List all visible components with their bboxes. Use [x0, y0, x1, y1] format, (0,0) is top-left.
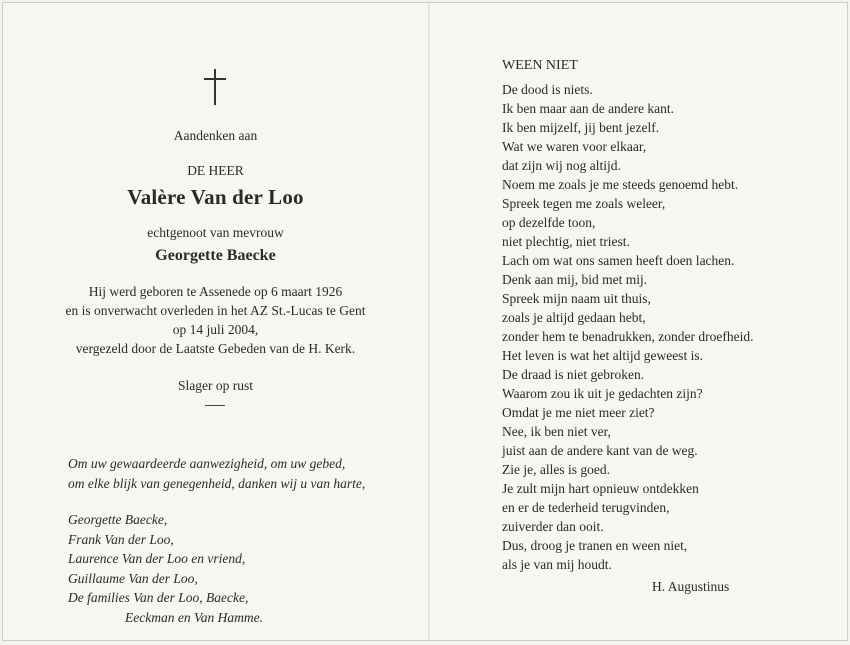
poem-line: zuiverder dan ooit.	[502, 519, 604, 534]
poem-author: H. Augustinus	[652, 579, 730, 594]
memorial-card	[2, 2, 848, 641]
thanks-text	[68, 454, 365, 493]
remembrance-label: Aandenken aan	[173, 128, 258, 143]
poem-line: en er de tederheid terugvinden,	[502, 500, 670, 515]
poem-line: niet plechtig, niet triest.	[502, 234, 630, 249]
poem-line: Je zult mijn hart opnieuw ontdekken	[502, 481, 699, 496]
right-panel	[430, 3, 849, 640]
poem-line: Wat we waren voor elkaar,	[502, 139, 647, 154]
family-line: De families Van der Loo, Baecke,	[68, 590, 249, 605]
poem-line: Spreek mijn naam uit thuis,	[502, 291, 651, 306]
poem-line: op dezelfde toon,	[502, 215, 596, 230]
poem-line: Spreek tegen me zoals weleer,	[502, 196, 666, 211]
family-line: Georgette Baecke,	[68, 512, 168, 527]
bio-line: Hij werd geboren te Assenede op 6 maart 1926	[88, 284, 343, 299]
poem-line: Ik ben maar aan de andere kant.	[502, 101, 675, 116]
poem-line: Dus, droog je tranen en ween niet,	[502, 538, 688, 553]
poem-line: Waarom zou ik uit je gedachten zijn?	[502, 386, 703, 401]
poem-line: De draad is niet gebroken.	[502, 367, 645, 382]
thanks-line: Om uw gewaardeerde aanwezigheid, om uw gebed,	[68, 456, 346, 471]
poem-line: Lach om wat ons samen heeft doen lachen.	[502, 253, 735, 268]
poem-line: Noem me zoals je me steeds genoemd hebt.	[502, 177, 739, 192]
family-line: Laurence Van der Loo en vriend,	[68, 551, 246, 566]
cross-icon	[204, 69, 226, 105]
poem-line: De dood is niets.	[502, 82, 593, 97]
family-line: Guillaume Van der Loo,	[68, 570, 198, 586]
left-panel	[3, 3, 428, 640]
bio-line: vergezeld door de Laatste Gebeden van de H. Kerk.	[75, 341, 356, 356]
family-line: Eeckman en Van Hamme.	[125, 609, 263, 625]
family-line: Frank Van der Loo,	[68, 531, 174, 547]
bio-line: en is onverwacht overleden in het AZ St.-Lucas te Gent	[65, 303, 366, 318]
biography	[3, 282, 428, 358]
poem-line: Nee, ik ben niet ver,	[502, 424, 611, 439]
thanks-line: om elke blijk van genegenheid, danken wij u van harte,	[68, 475, 366, 491]
poem-line: Omdat je me niet meer ziet?	[502, 405, 655, 420]
spouse-name: Georgette Baecke	[155, 247, 276, 264]
occupation: Slager op rust	[178, 378, 253, 393]
poem	[502, 80, 754, 574]
poem-line: juist aan de andere kant van de weg.	[502, 443, 698, 458]
poem-line: zonder hem te benadrukken, zonder droefheid.	[502, 329, 754, 344]
spouse-intro: echtgenoot van mevrouw	[147, 225, 284, 240]
deceased-name: Valère Van der Loo	[127, 185, 304, 209]
poem-line: als je van mij houdt.	[502, 557, 612, 572]
poem-line: dat zijn wij nog altijd.	[502, 158, 621, 173]
poem-line: Ik ben mijzelf, jij bent jezelf.	[502, 120, 660, 135]
family-list	[68, 510, 263, 627]
poem-title: WEEN NIET	[502, 58, 578, 73]
bio-line: op 14 juli 2004,	[172, 322, 259, 337]
poem-line: zoals je altijd gedaan hebt,	[502, 310, 646, 325]
honorific: DE HEER	[187, 163, 244, 178]
poem-line: Denk aan mij, bid met mij.	[502, 272, 648, 287]
divider	[205, 405, 225, 406]
poem-line: Het leven is wat het altijd geweest is.	[502, 348, 703, 363]
poem-line: Zie je, alles is goed.	[502, 462, 610, 477]
